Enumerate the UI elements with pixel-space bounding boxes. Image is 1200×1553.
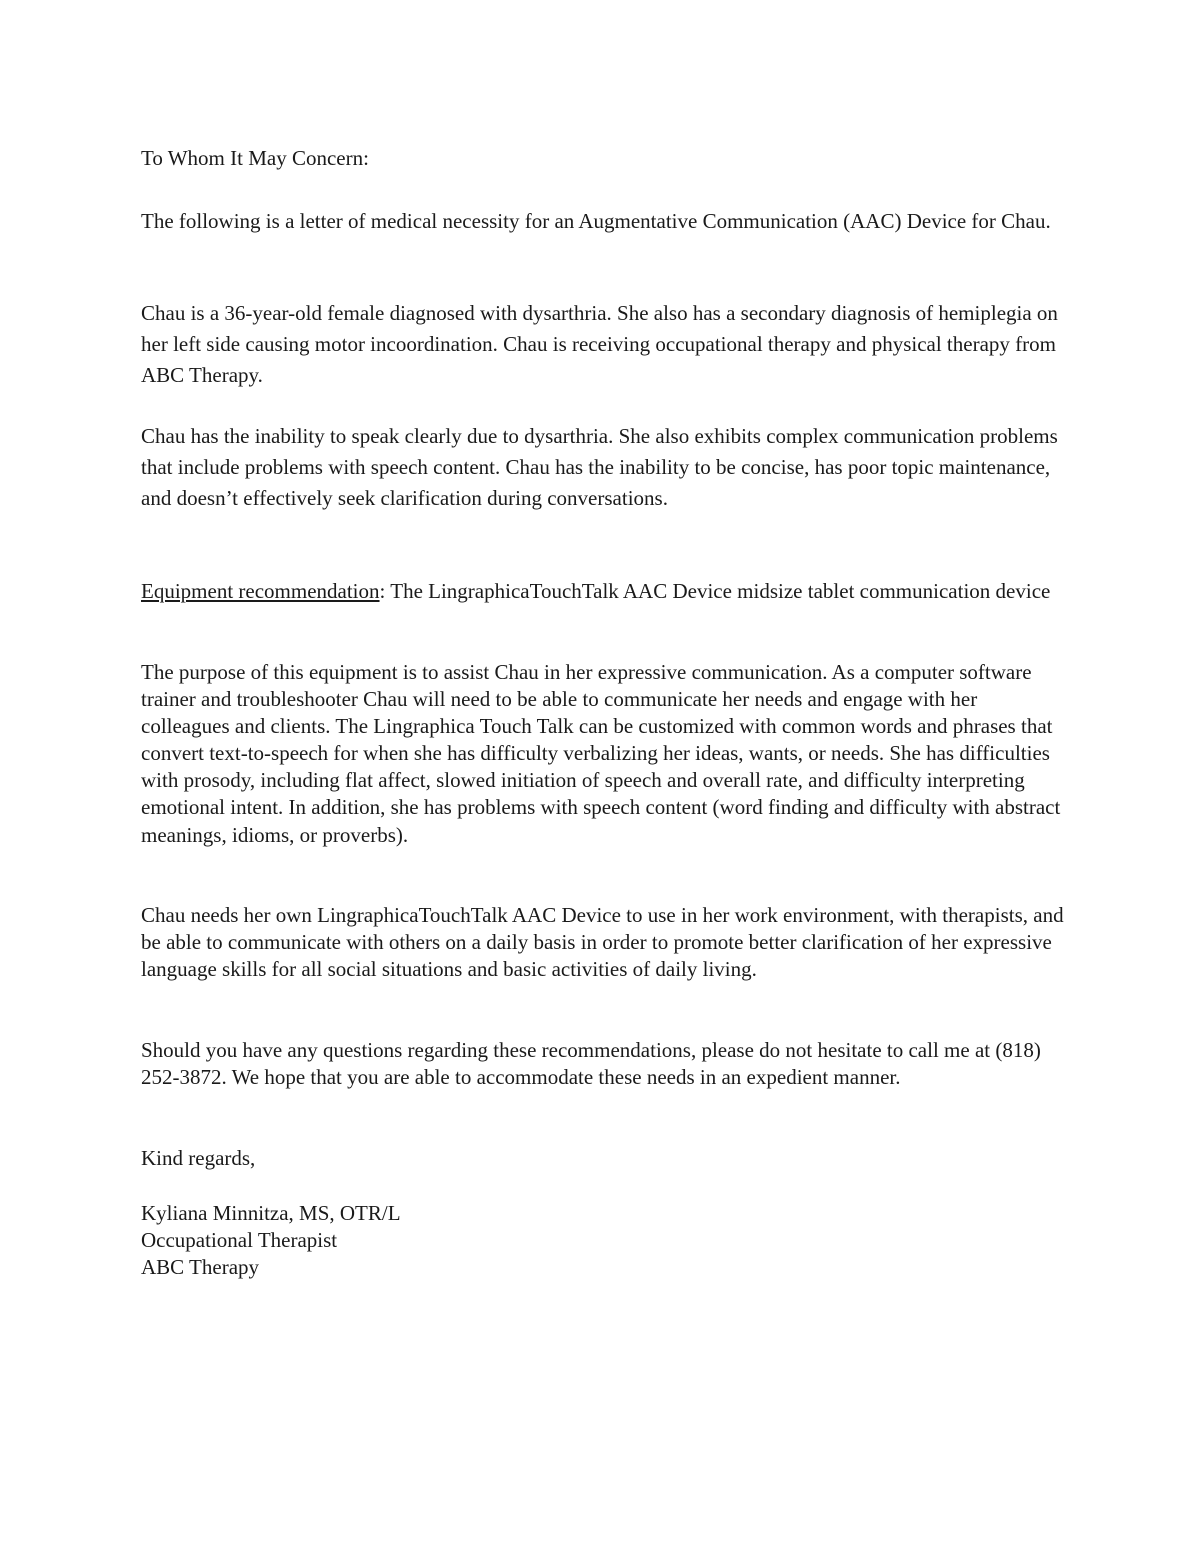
intro-paragraph: The following is a letter of medical necessity for an Augmentative Communication (AAC) Device for Chau. xyxy=(141,209,1051,233)
purpose-paragraph: The purpose of this equipment is to assist Chau in her expressive communication. As a computer software trainer and troubleshooter Chau will need to be able to communicate her needs and engage with her colleagues and clients. The Lingraphica Touch Talk can be customized with common words and phrases that convert text-to-speech for when she has difficulty verbalizing her ideas, wants, or needs. She has difficulties with prosody, including flat affect, slowed initiation of speech and overall rate, and difficulty interpreting emotional intent. In addition, she has problems with speech content (word finding and difficulty with abstract meanings, idioms, or proverbs). xyxy=(141,660,1061,847)
diagnosis-paragraph: Chau is a 36-year-old female diagnosed with dysarthria. She also has a secondary diagnosis of hemiplegia on her left side causing motor incoordination. Chau is receiving occupational therapy and physical therapy from ABC Therapy. xyxy=(141,301,1058,387)
communication-problems-paragraph: Chau has the inability to speak clearly due to dysarthria. She also exhibits complex communication problems that include problems with speech content. Chau has the inability to be concise, has poor topic maintenance, and doesn’t effectively seek clarification during conversations. xyxy=(141,424,1058,510)
recommendation-separator: : xyxy=(379,579,386,603)
contact-paragraph: Should you have any questions regarding these recommendations, please do not hesitate to call me at (818) 252-3872. We hope that you are able to accommodate these needs in an expedient manner. xyxy=(141,1038,1041,1090)
signature-organization: ABC Therapy xyxy=(141,1255,260,1279)
closing: Kind regards, xyxy=(141,1146,256,1170)
need-paragraph: Chau needs her own LingraphicaTouchTalk AAC Device to use in her work environment, with therapists, and be able to communicate with others on a daily basis in order to promote better clarification of her expressive language skills for all social situations and basic activities of daily living. xyxy=(141,903,1064,982)
signature-title: Occupational Therapist xyxy=(141,1228,338,1252)
equipment-recommendation-label: Equipment recommendation xyxy=(141,579,380,603)
equipment-recommendation-paragraph xyxy=(141,577,1071,605)
signature-block xyxy=(141,1200,1071,1281)
salutation: To Whom It May Concern: xyxy=(141,146,369,170)
signature-name: Kyliana Minnitza, MS, OTR/L xyxy=(141,1201,401,1225)
equipment-recommendation-text: The LingraphicaTouchTalk AAC Device midsize tablet communication device xyxy=(385,579,1051,603)
